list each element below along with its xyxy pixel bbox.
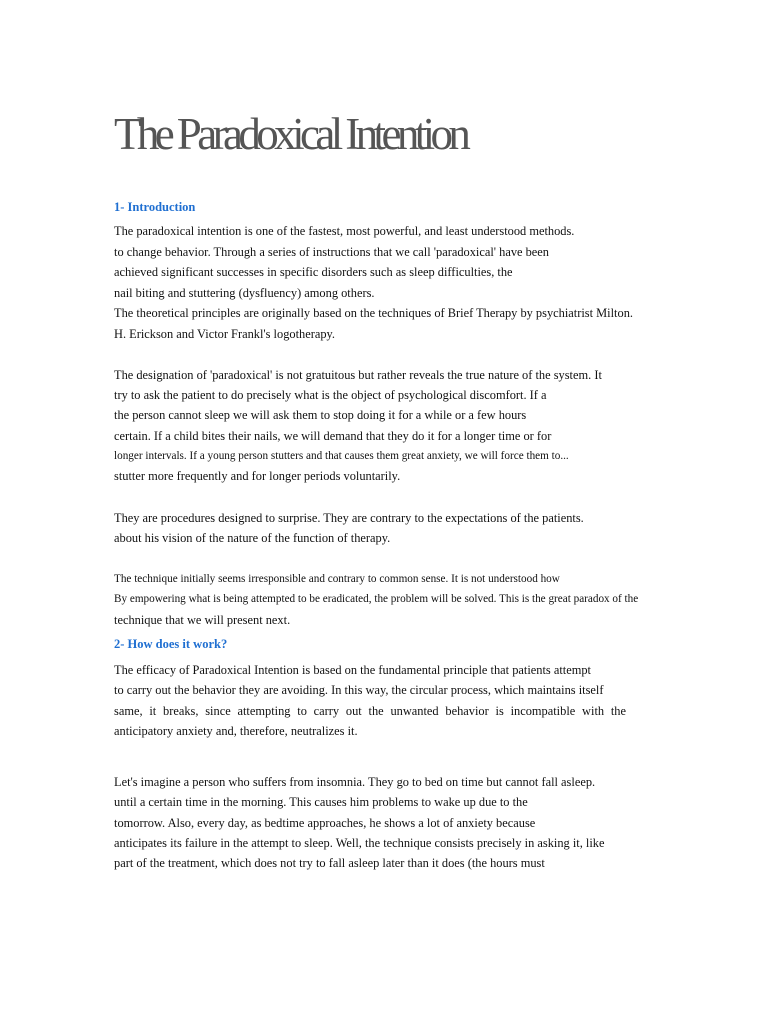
paragraph-line: The technique initially seems irresponsible and contrary to common sense. It is not understood how [114, 573, 560, 585]
paragraph-line: the person cannot sleep we will ask them to stop doing it for a while or a few hours [114, 408, 527, 422]
paragraph-line: The theoretical principles are originally based on the techniques of Brief Therapy by psychiatrist Milton. [114, 306, 633, 320]
paragraph-line: longer intervals. If a young person stutters and that causes them great anxiety, we will force them to... [114, 450, 569, 462]
paragraph-line: The paradoxical intention is one of the fastest, most powerful, and least understood methods. [114, 224, 575, 238]
paragraph-line: H. Erickson and Victor Frankl's logotherapy. [114, 327, 336, 341]
paragraph-line: anticipates its failure in the attempt to sleep. Well, the technique consists precisely in asking it, like [114, 836, 605, 850]
paragraph-line: certain. If a child bites their nails, we will demand that they do it for a longer time or for [114, 429, 552, 443]
paragraph-line: Let's imagine a person who suffers from insomnia. They go to bed on time but cannot fall asleep. [114, 775, 596, 789]
document-title: The Paradoxical Intention [114, 109, 467, 159]
section-heading-introduction: 1- Introduction [114, 200, 196, 214]
paragraph-line: achieved significant successes in specific disorders such as sleep difficulties, the [114, 265, 513, 279]
paragraph-line: nail biting and stuttering (dysfluency) among others. [114, 286, 375, 300]
paragraph-line: By empowering what is being attempted to be eradicated, the problem will be solved. This is the great paradox of the [114, 593, 639, 605]
paragraph-line: same, it breaks, since attempting to carry out the unwanted behavior is incompatible with the [114, 704, 626, 718]
paragraph-line: until a certain time in the morning. This causes him problems to wake up due to the [114, 795, 528, 809]
paragraph-line: tomorrow. Also, every day, as bedtime approaches, he shows a lot of anxiety because [114, 816, 536, 830]
paragraph-line: about his vision of the nature of the function of therapy. [114, 531, 391, 545]
paragraph-line: The designation of 'paradoxical' is not gratuitous but rather reveals the true nature of the system. It [114, 368, 602, 382]
paragraph-line: to change behavior. Through a series of instructions that we call 'paradoxical' have been [114, 245, 550, 259]
paragraph-line: part of the treatment, which does not try to fall asleep later than it does (the hours must [114, 856, 545, 870]
paragraph-line: technique that we will present next. [114, 613, 291, 627]
section-heading-how-does-it-work: 2- How does it work? [114, 637, 228, 651]
paragraph-line: anticipatory anxiety and, therefore, neutralizes it. [114, 724, 358, 738]
paragraph-line: They are procedures designed to surprise. They are contrary to the expectations of the patients. [114, 511, 584, 525]
paragraph-line: The efficacy of Paradoxical Intention is based on the fundamental principle that patients attempt [114, 663, 591, 677]
paragraph-line: to carry out the behavior they are avoiding. In this way, the circular process, which maintains itself [114, 683, 604, 697]
paragraph-line: try to ask the patient to do precisely what is the object of psychological discomfort. If a [114, 388, 547, 402]
paragraph-line: stutter more frequently and for longer periods voluntarily. [114, 469, 401, 483]
